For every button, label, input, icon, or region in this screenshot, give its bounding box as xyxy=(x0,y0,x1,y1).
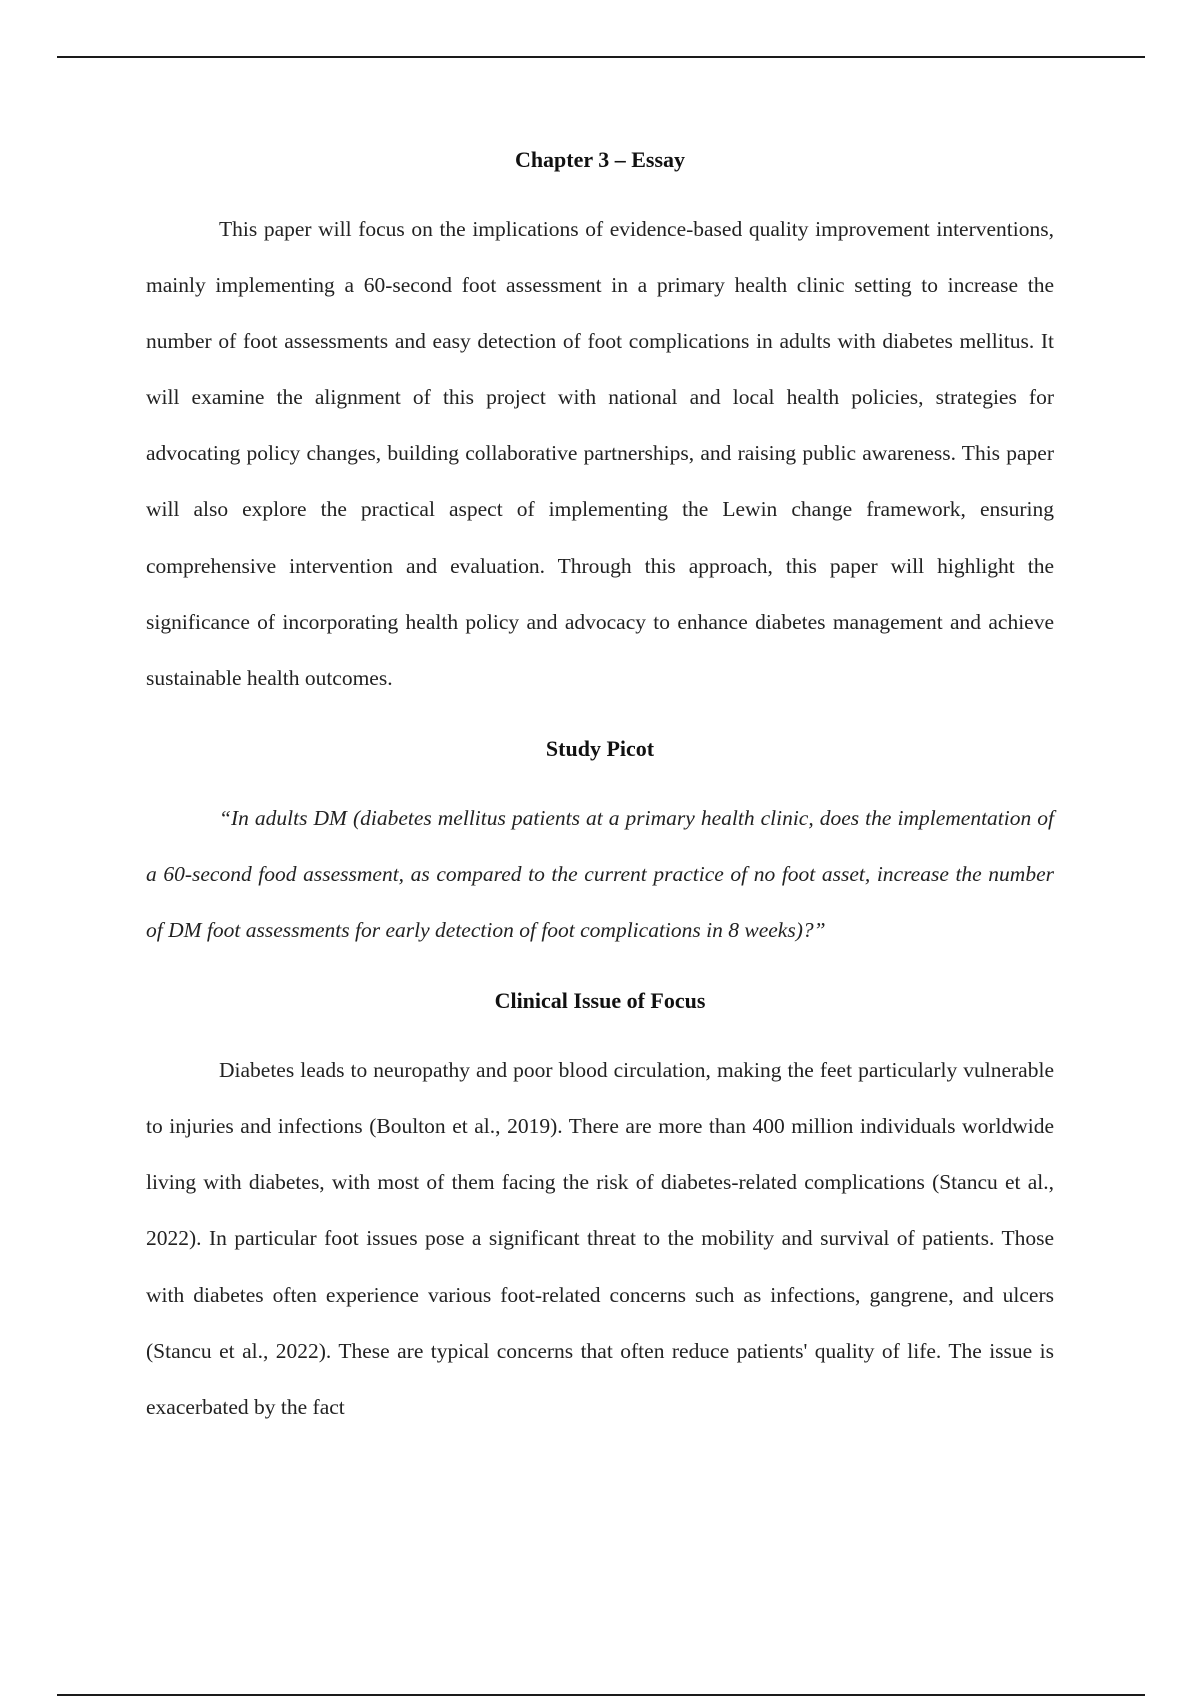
picot-question-paragraph: “In adults DM (diabetes mellitus patients at a primary health clinic, does the implementation of a 60-second food assessment, as compared to the current practice of no foot asset, increase the number of DM foot assessments for early detection of foot complications in 8 weeks)?” xyxy=(146,805,1054,943)
clinical-issue-heading: Clinical Issue of Focus xyxy=(494,988,706,1014)
page-top-rule xyxy=(57,56,1145,58)
study-picot-heading: Study Picot xyxy=(545,735,655,761)
intro-paragraph: This paper will focus on the implications of evidence-based quality improvement interventions, mainly implementing a 60-second foot assessment in a primary health clinic setting to increase the number of foot assessments and easy detection of foot complications in adults with diabetes mellitus. It will examine the alignment of this project with national and local health policies, strategies for advocating policy changes, building collaborative partnerships, and raising public awareness. This paper will also explore the practical aspect of implementing the Lewin change framework, ensuring comprehensive intervention and evaluation. Through this approach, this paper will highlight the significance of incorporating health policy and advocacy to enhance diabetes management and achieve sustainable health outcomes. xyxy=(146,217,1054,690)
chapter-heading: Chapter 3 – Essay xyxy=(514,147,686,172)
clinical-issue-paragraph: Diabetes leads to neuropathy and poor blood circulation, making the feet particularly vulnerable to injuries and infections (Boulton et al., 2019). There are more than 400 million individuals worldwide living with diabetes, with most of them facing the risk of diabetes-related complications (Stancu et al., 2022). In particular foot issues pose a significant threat to the mobility and survival of patients. Those with diabetes often experience various foot-related concerns such as infections, gangrene, and ulcers (Stancu et al., 2022). These are typical concerns that often reduce patients' quality of life. The issue is exacerbated by the fact xyxy=(146,1058,1054,1419)
page-bottom-rule xyxy=(57,1694,1145,1696)
document-page xyxy=(146,132,1054,1435)
